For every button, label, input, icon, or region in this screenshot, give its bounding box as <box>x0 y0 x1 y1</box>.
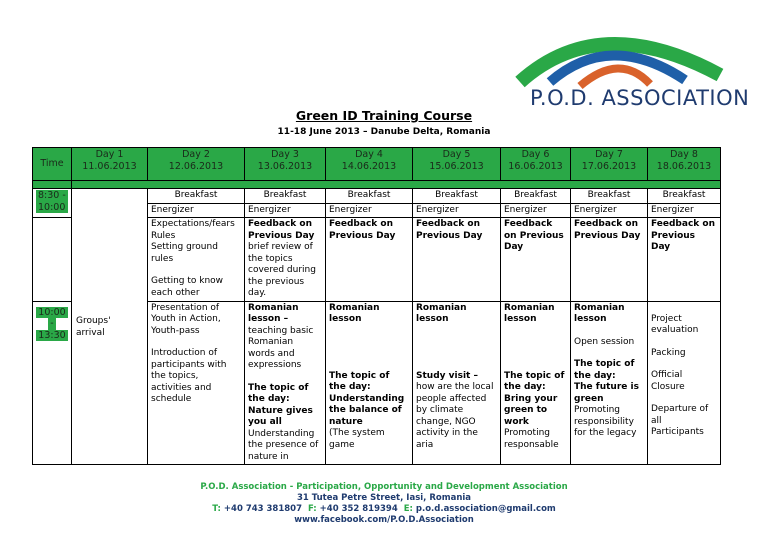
breakfast-cell: Breakfast <box>501 189 571 204</box>
day-label: Day 8 <box>670 149 698 160</box>
day-label: Day 5 <box>442 149 471 160</box>
time-slot-morning <box>33 189 72 218</box>
footer-org-name: P.O.D. Association - Participation, Opportunity and Development Association <box>200 482 568 492</box>
footer-address: 31 Tutea Petre Street, Iasi, Romania <box>296 493 472 503</box>
activity-title: Romanian lesson <box>329 302 380 324</box>
day2-intro-cell <box>148 218 245 302</box>
topic-name: Understanding the balance of nature <box>329 393 405 427</box>
topic-name: Nature gives you all <box>248 405 313 427</box>
day7-feedback-cell <box>571 218 648 302</box>
day-date: 11.06.2013 <box>82 160 137 172</box>
logo-text: P.O.D. ASSOCIATION <box>530 86 750 110</box>
day4-midday-cell <box>326 301 413 465</box>
pod-logo <box>510 20 750 110</box>
activity-title: Feedback on Previous Day <box>504 219 564 252</box>
day8-midday-cell <box>648 301 721 465</box>
day-date: 14.06.2013 <box>341 160 397 172</box>
page-subtitle: 11-18 June 2013 – Danube Delta, Romania <box>277 127 491 137</box>
activity-title: Romanian lesson <box>504 302 555 324</box>
activity-text: Packing <box>651 347 686 358</box>
energizer-cell: Energizer <box>326 203 413 218</box>
day-label: Day 1 <box>95 149 124 160</box>
schedule-table <box>32 147 721 465</box>
day-header <box>326 148 413 181</box>
activity-text: Understanding the presence of nature in <box>248 428 319 462</box>
fax-value: +40 352 819394 <box>319 504 398 514</box>
activity-title: Feedback on Previous Day <box>248 219 315 241</box>
header-row <box>33 148 721 181</box>
day-date: 15.06.2013 <box>429 160 484 172</box>
email-label: E: <box>403 504 413 514</box>
logo-arcs-icon <box>510 20 730 90</box>
activity-text: Departure of all Participants <box>651 404 709 437</box>
day-label: Day 4 <box>355 149 383 160</box>
activity-text: Getting to know each other <box>151 276 224 298</box>
activity-text: Rules <box>151 230 176 241</box>
day-date: 18.06.2013 <box>656 160 712 172</box>
day6-feedback-cell <box>501 218 571 302</box>
day-header <box>245 148 326 181</box>
footer-facebook-link: www.facebook.com/P.O.D.Association <box>294 515 474 525</box>
day-date: 16.06.2013 <box>508 160 563 172</box>
energizer-cell: Energizer <box>148 203 245 218</box>
day-header <box>501 148 571 181</box>
phone-label: T: <box>212 504 221 514</box>
activity-text: Promoting responsable <box>504 428 559 450</box>
activity-title: Romanian lesson <box>574 302 625 324</box>
topic-name: Bring your green to work <box>504 393 558 427</box>
activity-title: Feedback on Previous Day <box>574 219 641 241</box>
day3-feedback-cell <box>245 218 326 302</box>
breakfast-cell: Breakfast <box>571 189 648 204</box>
energizer-cell: Energizer <box>571 203 648 218</box>
time-start: 10:00 <box>38 306 66 318</box>
day-header <box>648 148 721 181</box>
activity-text: brief review of the topics covered during the previous day. <box>248 242 316 298</box>
energizer-cell: Energizer <box>648 203 721 218</box>
spacer-cell <box>72 181 721 189</box>
activity-title: Feedback on Previous Day <box>651 219 715 252</box>
energizer-cell: Energizer <box>413 203 501 218</box>
activity-text: Setting ground rules <box>151 242 218 264</box>
activity-text: how are the local people affected by climate change, NGO activity in the aria <box>416 382 494 450</box>
breakfast-cell: Breakfast <box>148 189 245 204</box>
energizer-cell: Energizer <box>501 203 571 218</box>
time-empty <box>33 218 72 302</box>
activity-text: teaching basic Romanian words and expressions <box>248 325 314 370</box>
day-header <box>72 148 148 181</box>
breakfast-cell: Breakfast <box>245 189 326 204</box>
footer-contacts <box>0 504 768 515</box>
page-title: Green ID Training Course <box>295 108 473 123</box>
activity-text: Project evaluation <box>651 313 699 335</box>
breakfast-cell: Breakfast <box>413 189 501 204</box>
time-end: 13:30 <box>38 329 66 341</box>
activity-text: Introduction of participants with the topics, activities and schedule <box>151 348 227 404</box>
day-label: Day 2 <box>182 149 210 160</box>
activity-title: The topic of the day: <box>248 382 309 404</box>
email-value: p.o.d.association@gmail.com <box>415 504 556 514</box>
day4-feedback-cell <box>326 218 413 302</box>
activity-title: Study visit – <box>416 370 478 381</box>
day8-feedback-cell <box>648 218 721 302</box>
day-label: Day 6 <box>521 149 550 160</box>
activity-text: Promoting responsibility for the legacy <box>574 405 637 438</box>
activity-text: (The system game <box>329 428 385 450</box>
day2-midday-cell <box>148 301 245 465</box>
day-header <box>571 148 648 181</box>
day-header <box>148 148 245 181</box>
slot-row-morning-1 <box>33 189 721 204</box>
day-date: 17.06.2013 <box>581 160 637 172</box>
fax-label: F: <box>307 504 317 514</box>
activity-text: Official Closure <box>651 370 685 392</box>
spacer-cell <box>33 181 72 189</box>
day7-midday-cell <box>571 301 648 465</box>
day5-feedback-cell <box>413 218 501 302</box>
breakfast-cell: Breakfast <box>648 189 721 204</box>
day-label: Day 3 <box>271 149 299 160</box>
day3-midday-cell <box>245 301 326 465</box>
breakfast-cell: Breakfast <box>326 189 413 204</box>
energizer-cell: Energizer <box>245 203 326 218</box>
spacer-row <box>33 181 721 189</box>
time-separator: - <box>50 318 54 329</box>
day-label: Day 7 <box>595 149 623 160</box>
activity-text: Presentation of Youth in Action, Youth-pass <box>151 302 221 336</box>
topic-name: The future is green <box>574 382 639 404</box>
day1-arrival-label <box>76 316 111 339</box>
time-range: 8:30 - 10:00 <box>36 190 68 213</box>
activity-title: The topic of the day: <box>329 370 390 392</box>
day6-midday-cell <box>501 301 571 465</box>
day5-midday-cell <box>413 301 501 465</box>
activity-title: The topic of the day: <box>504 370 565 392</box>
footer <box>0 482 768 526</box>
activity-text: Open session <box>574 336 635 347</box>
phone-value: +40 743 381807 <box>223 504 303 514</box>
activity-text: Expectations/fears <box>151 219 235 229</box>
time-slot-midday <box>33 301 72 465</box>
day-date: 13.06.2013 <box>257 160 313 172</box>
activity-text: arrival <box>76 327 105 338</box>
activity-title: The topic of the day: <box>574 359 635 381</box>
activity-title: Feedback on Previous Day <box>416 219 483 241</box>
activity-title: Feedback on Previous Day <box>329 219 396 241</box>
activity-title: Romanian lesson <box>416 302 467 324</box>
day-date: 12.06.2013 <box>168 160 224 172</box>
document-title-block <box>0 108 768 137</box>
time-header: Time <box>33 148 72 181</box>
day-header <box>413 148 501 181</box>
activity-title: Romanian lesson – <box>248 302 299 324</box>
activity-text: Groups' <box>76 316 111 326</box>
